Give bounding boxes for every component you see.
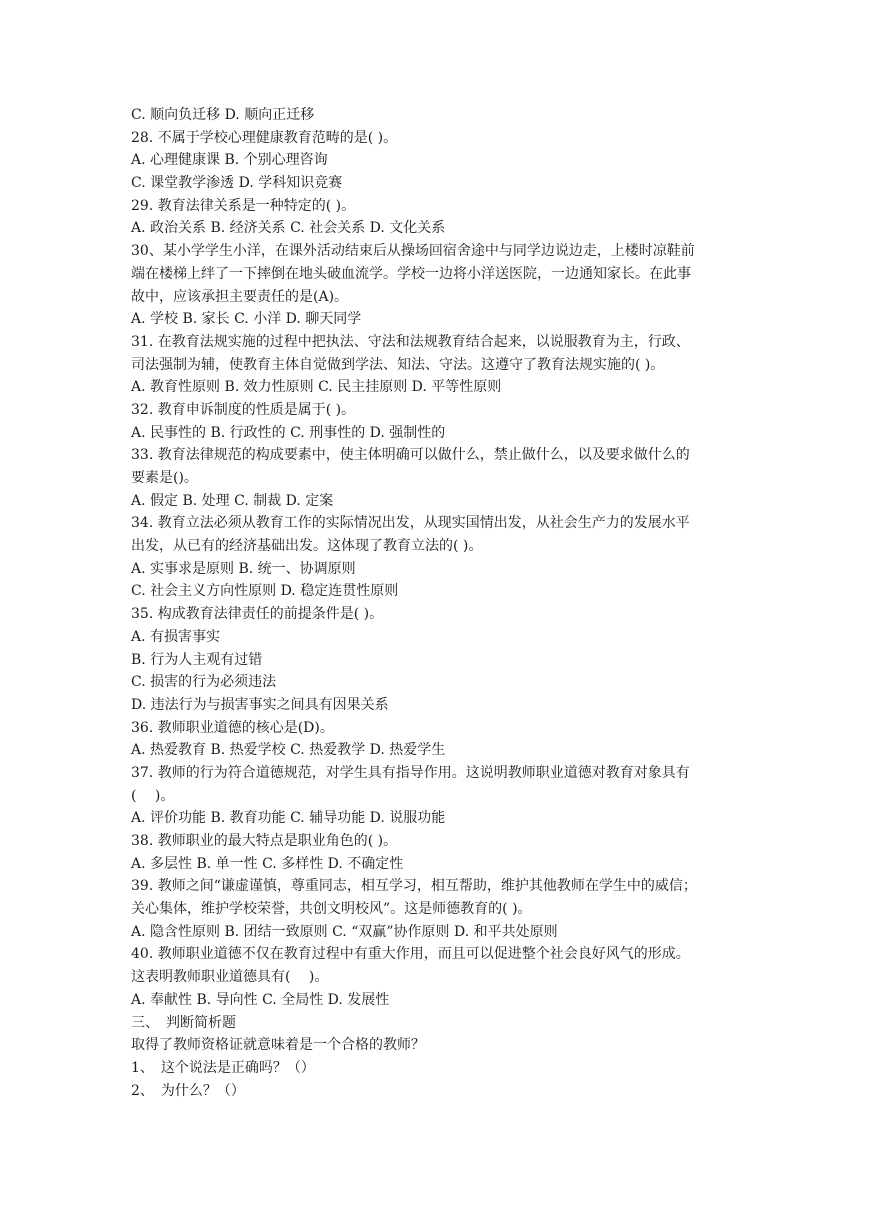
text-line: 这表明教师职业道德具有( )。: [131, 969, 329, 986]
text-line: A. 奉献性 B. 导向性 C. 全局性 D. 发展性: [131, 991, 390, 1008]
text-line: 1、 这个说法是正确吗？（）: [131, 1059, 315, 1076]
text-line: A. 学校 B. 家长 C. 小洋 D. 聊天同学: [131, 311, 362, 328]
text-line: 28. 不属于学校心理健康教育范畴的是( )。: [131, 129, 398, 146]
document-page: [131, 104, 741, 1102]
text-line: 故中，应该承担主要责任的是(A)。: [131, 288, 349, 305]
text-line: A. 心理健康课 B. 个别心理咨询: [131, 152, 328, 169]
text-line: A. 教育性原则 B. 效力性原则 C. 民主挂原则 D. 平等性原则: [131, 379, 502, 396]
text-line: 出发，从已有的经济基础出发。这体现了教育立法的( )。: [131, 538, 483, 555]
text-line: 2、 为什么？（）: [131, 1082, 245, 1099]
text-line: 关心集体，维护学校荣誉，共创文明校风”。这是师德教育的( )。: [131, 901, 532, 918]
text-line: A. 多层性 B. 单一性 C. 多样性 D. 不确定性: [131, 855, 404, 872]
text-line: 取得了教师资格证就意味着是一个合格的教师？: [131, 1037, 425, 1054]
text-line: A. 评价功能 B. 教育功能 C. 辅导功能 D. 说服功能: [131, 810, 446, 827]
text-line: A. 有损害事实: [131, 628, 221, 645]
text-line: A. 民事性的 B. 行政性的 C. 刑事性的 D. 强制性的: [131, 424, 446, 441]
text-line: A. 政治关系 B. 经济关系 C. 社会关系 D. 文化关系: [131, 220, 446, 237]
text-line: 38. 教师职业的最大特点是职业角色的( )。: [131, 833, 398, 849]
text-line: 36. 教师职业道德的核心是(D)。: [131, 719, 334, 736]
text-line: 31. 在教育法规实施的过程中把执法、守法和法规教育结合起来，以说服教育为主，行政、: [131, 333, 690, 350]
text-line: A. 热爱教育 B. 热爱学校 C. 热爱教学 D. 热爱学生: [131, 742, 446, 759]
text-line: 要素是()。: [131, 470, 198, 486]
text-line: 30、某小学学生小洋，在课外活动结束后从操场回宿舍途中与同学边说边走，上楼时凉鞋前: [131, 243, 695, 260]
text-line: 34. 教育立法必须从教育工作的实际情况出发，从现实国情出发，从社会生产力的发展水平: [131, 515, 690, 532]
text-line: C. 课堂教学渗透 D. 学科知识竞赛: [131, 175, 343, 192]
text-line: B. 行为人主观有过错: [131, 651, 263, 668]
text-line: 三、 判断简析题: [131, 1014, 236, 1031]
text-line: A. 隐含性原则 B. 团结一致原则 C. “双赢”协作原则 D. 和平共处原则: [131, 923, 558, 940]
text-line: 40. 教师职业道德不仅在教育过程中有重大作用，而且可以促进整个社会良好风气的形成。: [131, 946, 690, 963]
text-line: A. 实事求是原则 B. 统一、协调原则: [131, 560, 356, 577]
text-line: 39. 教师之间“谦虚谨慎，尊重同志，相互学习，相互帮助，维护其他教师在学生中的威信；: [131, 878, 697, 895]
text-line: 端在楼梯上绊了一下摔倒在地头破血流学。学校一边将小洋送医院，一边通知家长。在此事: [131, 265, 691, 282]
text-line: 33. 教育法律规范的构成要素中，使主体明确可以做什么，禁止做什么，以及要求做什么的: [131, 447, 690, 464]
text-line: 32. 教育申诉制度的性质是属于( )。: [131, 401, 356, 418]
text-line: 29. 教育法律关系是一种特定的( )。: [131, 197, 356, 214]
text-line: D. 违法行为与损害事实之间具有因果关系: [131, 696, 389, 713]
text-line: 司法强制为辅，使教育主体自觉做到学法、知法、守法。这遵守了教育法规实施的( )。: [131, 356, 665, 373]
text-line: A. 假定 B. 处理 C. 制裁 D. 定案: [131, 492, 334, 509]
text-line: C. 损害的行为必须违法: [131, 674, 277, 691]
text-line: 35. 构成教育法律责任的前提条件是( )。: [131, 606, 384, 623]
text-line: 37. 教师的行为符合道德规范，对学生具有指导作用。这说明教师职业道德对教育对象具有: [131, 764, 690, 781]
text-line: ( )。: [131, 787, 175, 804]
text-line: C. 社会主义方向性原则 D. 稳定连贯性原则: [131, 583, 399, 600]
text-line: C. 顺向负迁移 D. 顺向正迁移: [131, 107, 315, 123]
